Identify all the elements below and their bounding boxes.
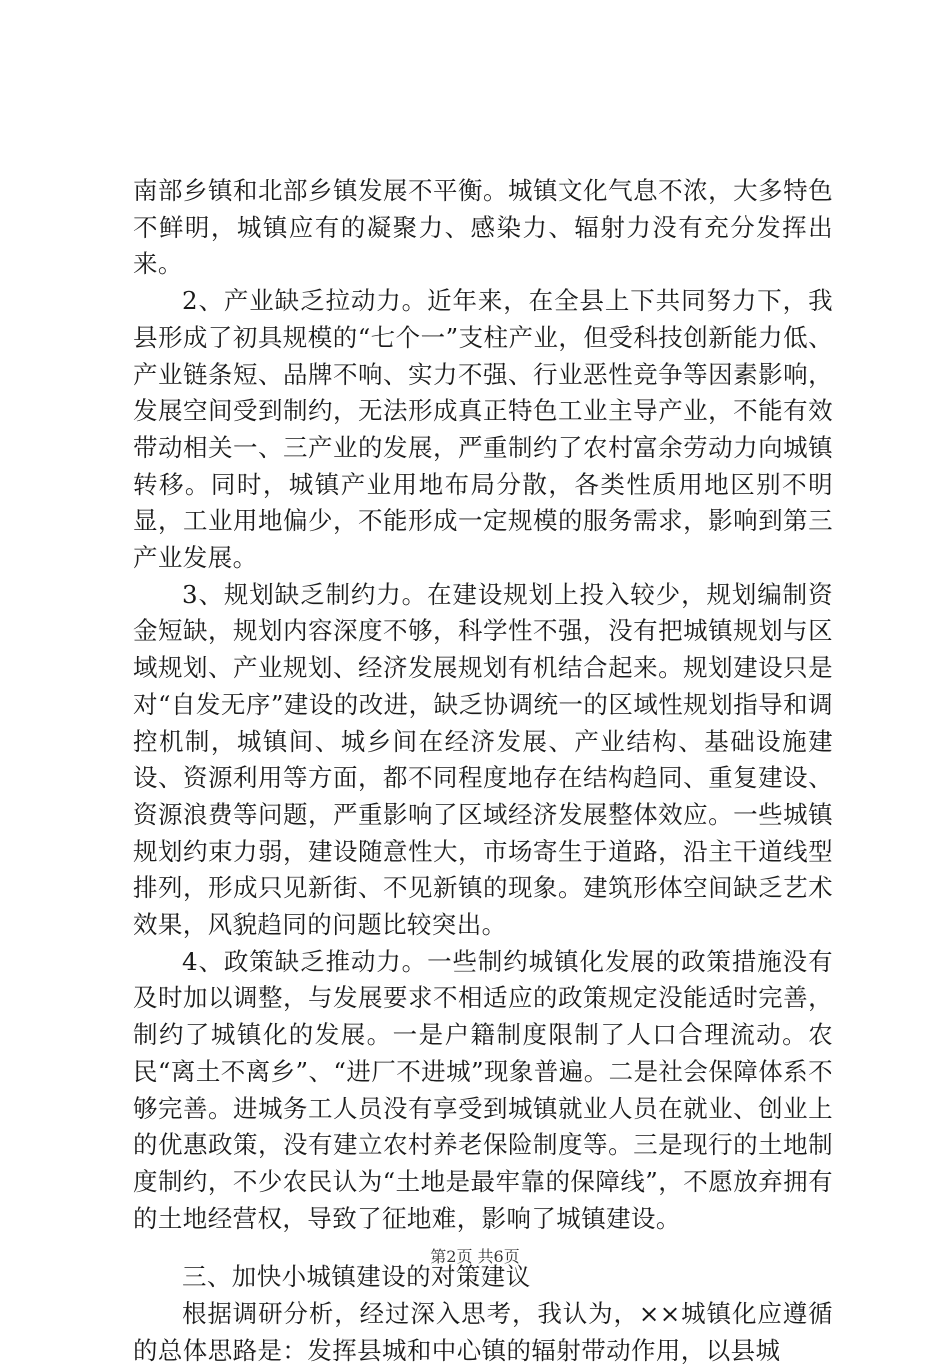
- paragraph-planning: 3、规划缺乏制约力。在建设规划上投入较少，规划编制资金短缺，规划内容深度不够，科学性不强，没有把城镇规划与区域规划、产业规划、经济发展规划有机结合起来。规划建设只是对“自发无序”建设的改进，缺乏协调统一的区域性规划指导和调控机制，城镇间、城乡间在经济发展、产业结构、基础设施建设、资源利用等方面，都不同程度地存在结构趋同、重复建设、资源浪费等问题，严重影响了区域经济发展整体效应。一些城镇规划约束力弱，建设随意性大，市场寄生于道路，沿主干道线型排列，形成只见新街、不见新镇的现象。建筑形体空间缺乏艺术效果，风貌趋同的问题比较突出。: [133, 579, 833, 940]
- paragraph-policy: 4、政策缺乏推动力。一些制约城镇化发展的政策措施没有及时加以调整，与发展要求不相适应的政策规定没能适时完善，制约了城镇化的发展。一是户籍制度限制了人口合理流动。农民“离土不离乡”、“进厂不进城”现象普遍。二是社会保障体系不够完善。进城务工人员没有享受到城镇就业人员在就业、创业上的优惠政策，没有建立农村养老保险制度等。三是现行的土地制度制约，不少农民认为“土地是最牢靠的保障线”，不愿放弃拥有的土地经营权，导致了征地难，影响了城镇建设。: [133, 946, 833, 1233]
- section-heading: 三、加快小城镇建设的对策建议: [182, 1262, 531, 1292]
- paragraph-recommendation: 根据调研分析，经过深入思考，我认为，××城镇化应遵循的总体思路是：发挥县城和中心镇的辐射带动作用，以县城: [133, 1299, 833, 1365]
- paragraph-industry: 2、产业缺乏拉动力。近年来，在全县上下共同努力下，我县形成了初具规模的“七个一”支柱产业，但受科技创新能力低、产业链条短、品牌不响、实力不强、行业恶性竞争等因素影响，发展空间受到制约，无法形成真正特色工业主导产业，不能有效带动相关一、三产业的发展，严重制约了农村富余劳动力向城镇转移。同时，城镇产业用地布局分散，各类性质用地区别不明显，工业用地偏少，不能形成一定规模的服务需求，影响到第三产业发展。: [133, 286, 833, 573]
- paragraph-continued: 南部乡镇和北部乡镇发展不平衡。城镇文化气息不浓，大多特色不鲜明，城镇应有的凝聚力、感染力、辐射力没有充分发挥出来。: [133, 176, 833, 279]
- page-footer: [0, 1244, 950, 1267]
- page-number-label: 第2页 共6页: [430, 1247, 520, 1266]
- document-body: [133, 173, 833, 1370]
